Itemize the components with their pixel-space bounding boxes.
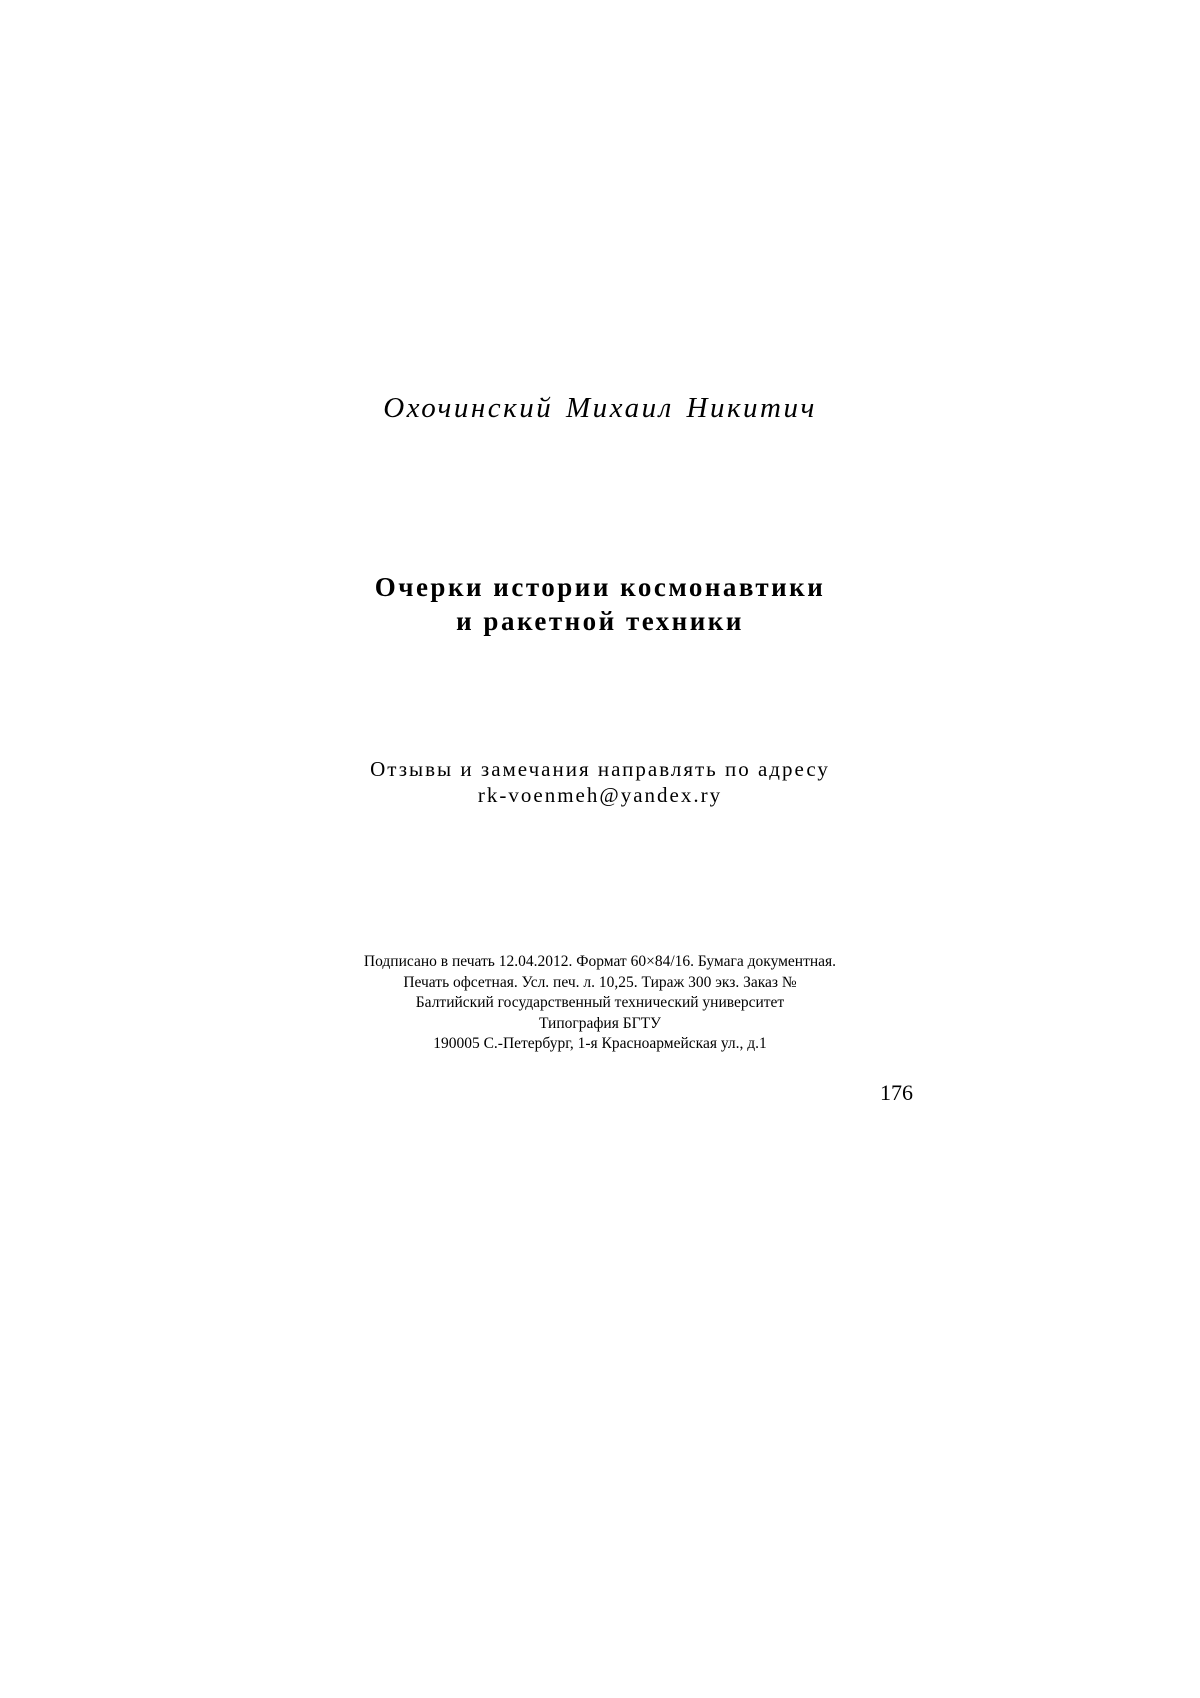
imprint-line-signed: Подписано в печать 12.04.2012. Формат 60×84/16. Бумага документная.: [363, 953, 837, 970]
feedback-text: Отзывы и замечания направлять по адресу: [370, 757, 830, 781]
book-title-line-2: и ракетной техники: [456, 606, 744, 636]
page-number: 176: [880, 1080, 913, 1105]
imprint-line-university: Балтийский государственный технический университет: [415, 994, 785, 1011]
imprint-line-printing-house: Типография БГТУ: [538, 1014, 662, 1032]
author-name: Охочинский Михаил Никитич: [383, 392, 817, 424]
imprint-line-address: 190005 С.-Петербург, 1-я Красноармейская ул., д.1: [433, 1035, 767, 1052]
book-title-line-1: Очерки истории космонавтики: [374, 572, 826, 602]
imprint-line-print: Печать офсетная. Усл. печ. л. 10,25. Тираж 300 экз. Заказ №: [403, 973, 797, 991]
book-title: [0, 570, 1200, 638]
imprint-block: [0, 952, 1200, 1055]
feedback-note: [0, 756, 1200, 808]
feedback-email: rk-voenmeh@yandex.ry: [477, 783, 723, 807]
